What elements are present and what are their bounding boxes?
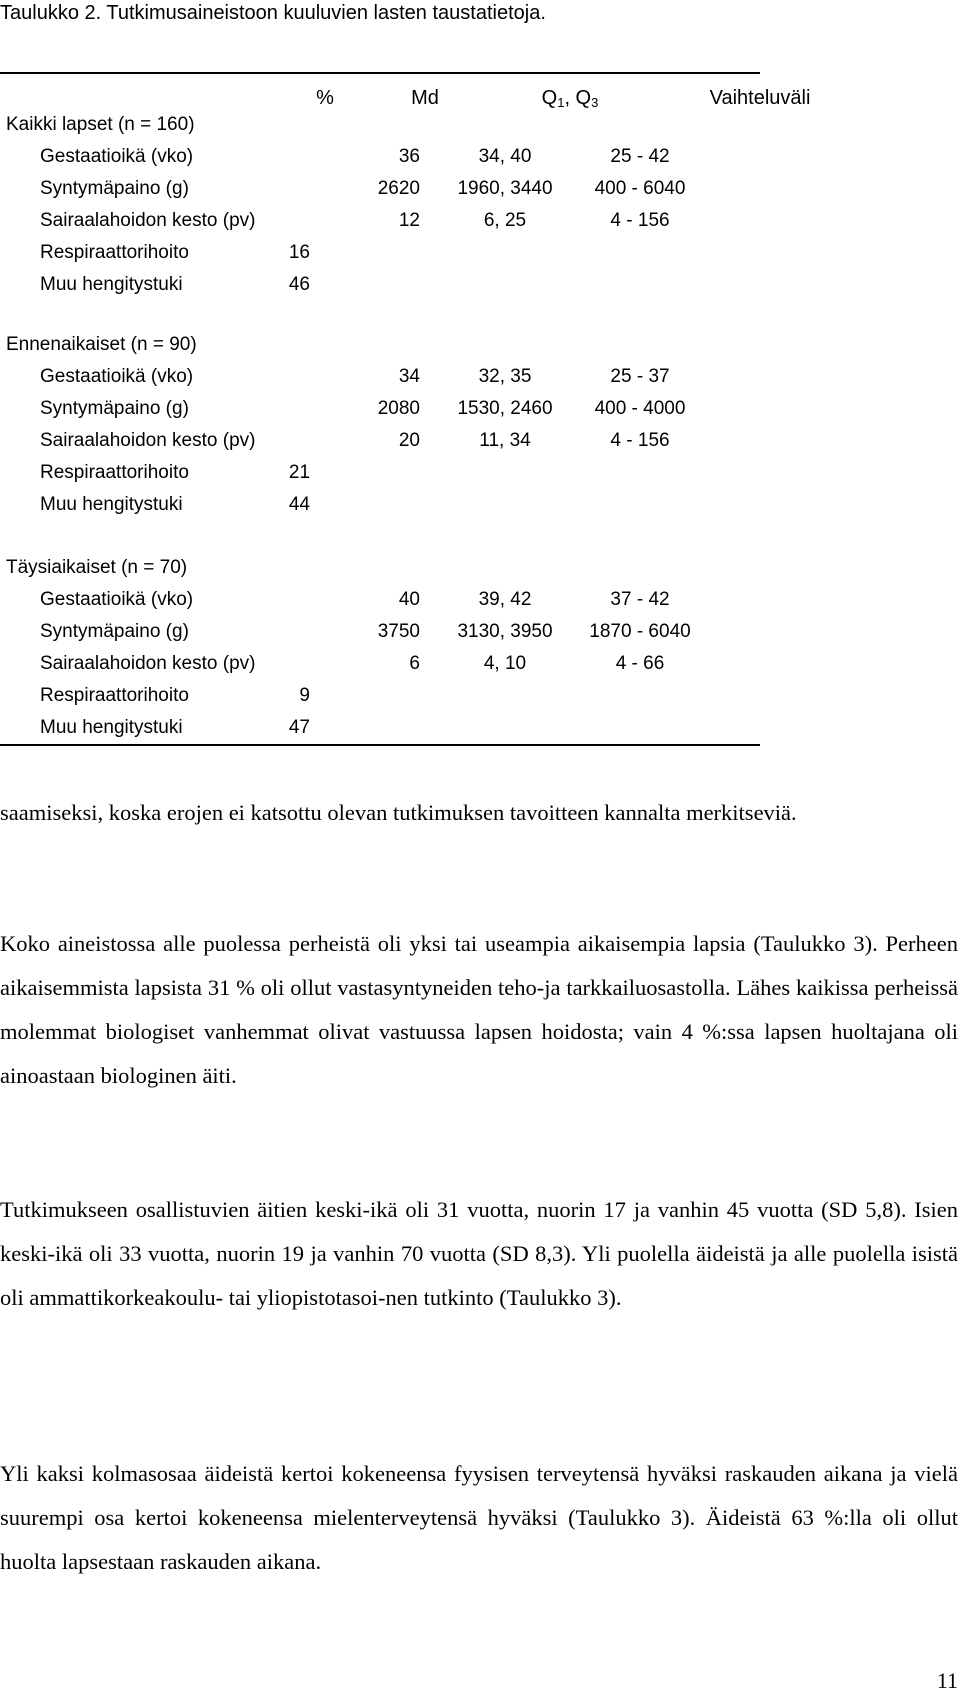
header-q3-sub: 3 xyxy=(591,95,599,110)
table-cell-median: 2080 xyxy=(377,398,420,419)
paragraph-3: Tutkimukseen osallistuvien äitien keski-ikä oli 31 vuotta, nuorin 17 ja vanhin 45 vuotta (SD 5,8). Isien keski-ikä oli 33 vuotta, nuorin 19 ja vanhin 70 vuotta (SD 8,3). Yli puolella äideistä ja alle puolella isistä oli ammattikorkeakoulu- tai yliopistotasoi-nen tutkinto (Taulukko 3). xyxy=(0,1197,958,1310)
table-cell-label: Muu hengitystuki xyxy=(40,274,183,295)
table-caption: Taulukko 2. Tutkimusaineistoon kuuluvien lasten taustatietoja. xyxy=(0,2,546,24)
table-cell-quartiles: 11, 34 xyxy=(479,430,531,451)
paragraph-4: Yli kaksi kolmasosaa äideistä kertoi kokeneensa fyysisen terveytensä hyväksi raskauden aikana ja vielä suurempi osa kertoi kokeneensa mielenterveytensä hyväksi (Taulukko 3). Äideistä 63 %:lla oli ollut huolta lapsestaan raskauden aikana. xyxy=(0,1461,958,1574)
table-cell-label: Respiraattorihoito xyxy=(40,242,189,263)
table-cell-percent: 47 xyxy=(288,717,310,738)
header-q3-letter: , Q xyxy=(564,87,592,109)
table-cell-quartiles: 6, 25 xyxy=(483,210,527,231)
table-cell-quartiles: 34, 40 xyxy=(478,146,532,167)
page-number: 11 xyxy=(936,1668,958,1693)
header-percent: % xyxy=(316,87,334,109)
table-cell-label: Gestaatioikä (vko) xyxy=(40,366,194,387)
table-cell-median: 12 xyxy=(398,210,420,231)
table-cell-quartiles: 1530, 2460 xyxy=(457,398,553,419)
table-cell-median: 20 xyxy=(398,430,420,451)
table-cell-percent: 46 xyxy=(288,274,310,295)
table-cell-range: 1870 - 6040 xyxy=(589,621,691,642)
table-cell-median: 2620 xyxy=(377,178,420,199)
table-cell-percent: 16 xyxy=(288,242,310,263)
group-title: Ennenaikaiset (n = 90) xyxy=(6,334,197,355)
table-cell-percent: 44 xyxy=(288,494,310,515)
table-cell-range: 4 - 156 xyxy=(610,210,670,231)
table-cell-label: Respiraattorihoito xyxy=(40,462,189,483)
table-cell-range: 4 - 66 xyxy=(615,653,665,674)
table-cell-label: Sairaalahoidon kesto (pv) xyxy=(40,430,256,451)
header-quartiles xyxy=(495,86,645,110)
table-bottom-rule xyxy=(0,744,760,746)
table-cell-label: Syntymäpaino (g) xyxy=(40,621,189,642)
table-cell-label: Muu hengitystuki xyxy=(40,494,183,515)
table-top-rule xyxy=(0,72,760,74)
table-cell-range: 25 - 42 xyxy=(610,146,670,167)
table-cell-median: 3750 xyxy=(377,621,420,642)
table-cell-quartiles: 39, 42 xyxy=(478,589,532,610)
table-cell-median: 34 xyxy=(398,366,420,387)
table-cell-label: Syntymäpaino (g) xyxy=(40,178,189,199)
table-cell-label: Gestaatioikä (vko) xyxy=(40,146,194,167)
header-q1-letter: Q xyxy=(541,87,558,109)
header-q1-sub: 1 xyxy=(557,95,565,110)
group-title: Täysiaikaiset (n = 70) xyxy=(6,557,188,578)
table-cell-median: 6 xyxy=(409,653,420,674)
table-cell-quartiles: 1960, 3440 xyxy=(457,178,553,199)
table-cell-range: 400 - 4000 xyxy=(594,398,686,419)
table-cell-range: 400 - 6040 xyxy=(594,178,686,199)
paragraph-2: Koko aineistossa alle puolessa perheistä oli yksi tai useampia aikaisempia lapsia (Taulukko 3). Perheen aikaisemmista lapsista 31 % oli ollut vastasyntyneiden teho-ja tarkkailuosastolla. Lähes kaikissa perheissä molemmat biologiset vanhemmat olivat vastuussa lapsen hoidosta; vain 4 %:ssa lapsen huoltajana oli ainoastaan biologinen äiti. xyxy=(0,931,958,1088)
header-median: Md xyxy=(411,87,439,109)
table-cell-label: Sairaalahoidon kesto (pv) xyxy=(40,210,256,231)
table-cell-range: 4 - 156 xyxy=(610,430,670,451)
table-cell-quartiles: 4, 10 xyxy=(483,653,527,674)
table-cell-range: 37 - 42 xyxy=(610,589,670,610)
table-cell-percent: 9 xyxy=(299,685,310,706)
table-cell-quartiles: 3130, 3950 xyxy=(457,621,553,642)
table-cell-label: Syntymäpaino (g) xyxy=(40,398,189,419)
table-cell-range: 25 - 37 xyxy=(610,366,670,387)
table-cell-label: Muu hengitystuki xyxy=(40,717,183,738)
table-cell-label: Sairaalahoidon kesto (pv) xyxy=(40,653,256,674)
table-cell-quartiles: 32, 35 xyxy=(478,366,532,387)
table-cell-median: 40 xyxy=(398,589,420,610)
group-title: Kaikki lapset (n = 160) xyxy=(6,114,195,135)
header-range: Vaihteluväli xyxy=(709,87,811,109)
paragraph-1: saamiseksi, koska erojen ei katsottu olevan tutkimuksen tavoitteen kannalta merkitseviä. xyxy=(0,800,797,825)
table-cell-label: Gestaatioikä (vko) xyxy=(40,589,194,610)
table-cell-percent: 21 xyxy=(288,462,310,483)
table-cell-label: Respiraattorihoito xyxy=(40,685,189,706)
table-cell-median: 36 xyxy=(398,146,420,167)
